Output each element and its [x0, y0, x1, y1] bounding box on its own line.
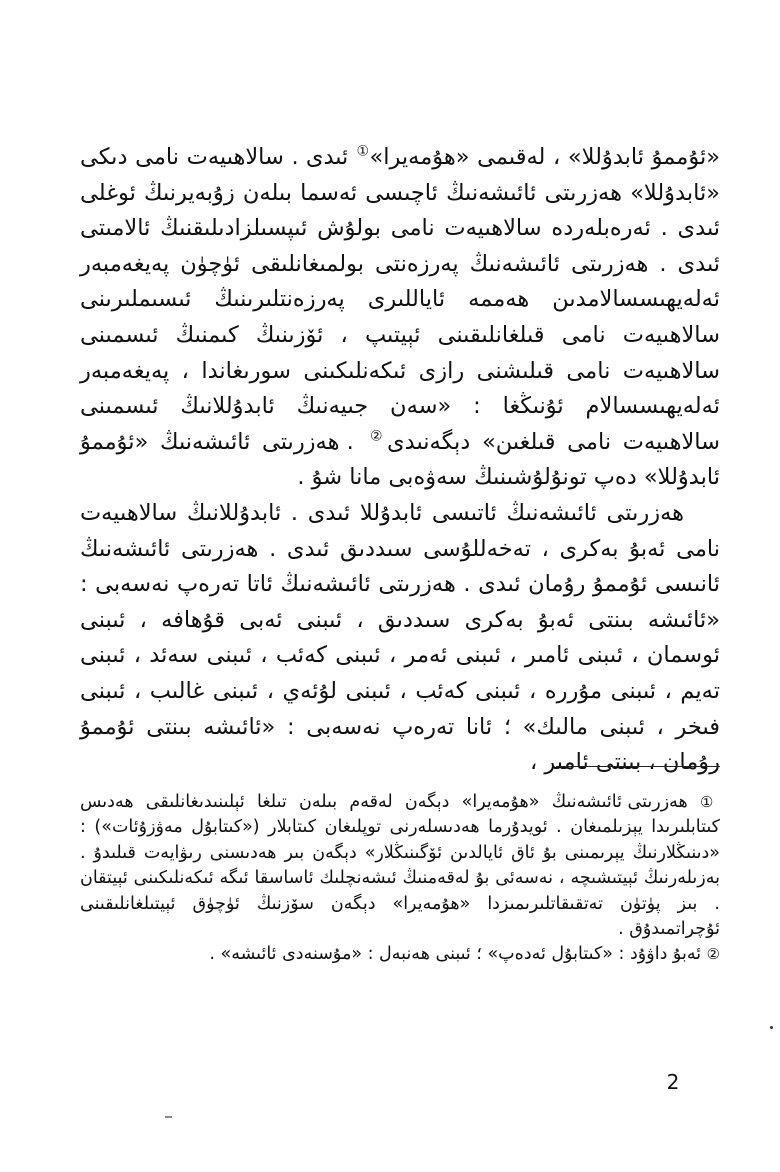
main-text: [80, 140, 720, 781]
page-number: 2: [666, 1070, 680, 1094]
footnote-ref-1: ①: [355, 143, 370, 160]
paragraph-2: ھەزرىتى ئائىشەنىڭ ئاتىسى ئابدۇللا ئىدى . ئابدۇللانىڭ سالاھىيەت نامى ئەبۇ بەكرى ، تەخەللۇسى سىددىق ئىدى . ھەزرىتى ئائىشەنىڭ ئانىسى ئۇممۇ رۇمان ئىدى . ھەزرىتى ئائىشەنىڭ ئاتا تەرەپ نەسەبى : «ئائىشە بىنتى ئەبۇ بەكرى سىددىق ، ئىبنى ئەبى قۇھافە ، ئىبنى ئوسمان ، ئىبنى ئامىر ، ئىبنى ئەمر ، ئىبنى كەئب ، ئىبنى سەئد ، ئىبنى تەيم ، ئىبنى مۇررە ، ئىبنى كەئب ، ئىبنى لۇئەي ، ئىبنى غالىب ، ئىبنى فىخر ، ئىبنى مالىك» ؛ ئانا تەرەپ نەسەبى : «ئائىشە بىنتى ئۇممۇ رۇمان ، بىنتى ئامىر ،: [80, 499, 720, 776]
scan-mark: [165, 1116, 172, 1118]
footnote-2-mark: ②: [706, 945, 720, 964]
paragraph-1-middle: ئىدى . سالاھىيەت نامى دىكى «ئابدۇللا» ھەزرىتى ئائىشەنىڭ ئاچىسى ئەسما بىلەن زۇبەيرنىڭ ئوغلى ئىدى . ئەرەبلەردە سالاھىيەت نامى بولۇش ئىپسىلزادىلىقنىڭ ئالامىتى ئىدى . ھەزرىتى ئائىشەنىڭ پەرزەنتى بولمىغانلىقى ئۈچۈن پەيغەمبەر ئەلەيھىسسالامدىن ھەممە ئاياللىرى پەرزەنتلىرىنىڭ ئىسىملىرىنى سالاھىيەت نامى قىلغانلىقىنى ئېيتىپ ، ئۆزىنىڭ كىمنىڭ ئىسمىنى سالاھىيەت نامى قىلىشنى رازى ئىكەنلىكىنى سورىغاندا ، پەيغەمبەر ئەلەيھىسسالام ئۇنىڭغا : «سەن جىيەنىڭ ئابدۇللانىڭ ئىسمىنى سالاھىيەت نامى قىلغىن» دېگەنىدى: [80, 144, 720, 455]
paragraph-1-start: «ئۇممۇ ئابدۇللا» ، لەقىمى «ھۇمەيرا»: [369, 144, 720, 170]
footnote-1-mark: ①: [700, 793, 720, 811]
footnotes: [80, 790, 720, 968]
footnote-1-text: ھەزرىتى ئائىشەنىڭ «ھۇمەيرا» دېگەن لەقەم بىلەن تىلغا ئېلىنىدىغانلىقى ھەدىس كىتابلىرىدا يېزىلمىغان . ئويدۇرما ھەدىسلەرنى توپلىغان كىتابلار («كىتابۇل مەۋزۇئات») : «دىنىڭلارنىڭ يېرىمىنى بۇ ئاق ئايالدىن ئۆگىنىڭلار» دېگەن بىر ھەدىسنى رىۋايەت قىلىدۇ . بەزىلەرنىڭ ئېيتىشىچە ، نەسەئى بۇ لەقەمنىڭ ئىشەنچلىك ئاساسقا ئىگە ئىكەنلىكىنى ئېيتقان . بىز پۈتۈن تەتقىقاتلىرىمىزدا «ھۇمەيرا» دېگەن سۆزنىڭ ئۈچۈق ئېيتىلغانلىقىنى ئۇچراتمىدۇق .: [80, 792, 720, 940]
footnote-1: [80, 790, 720, 942]
paragraph-1-end: . ھەزرىتى ئائىشەنىڭ «ئۇممۇ ئابدۇللا» دەپ تونۇلۇشىنىڭ سەۋەبى مانا شۇ .: [80, 428, 720, 491]
scan-speck: [770, 1026, 773, 1029]
paragraph-1: [80, 140, 720, 496]
footnote-2: [80, 942, 720, 967]
footnote-ref-2: ②: [365, 428, 388, 445]
footnote-separator: [556, 766, 720, 767]
footnote-2-text: ئەبۇ داۋۇد : «كىتابۇل ئەدەپ» ؛ ئىبنى ھەنبەل : «مۇسنەدى ئائىشە» .: [209, 944, 702, 965]
